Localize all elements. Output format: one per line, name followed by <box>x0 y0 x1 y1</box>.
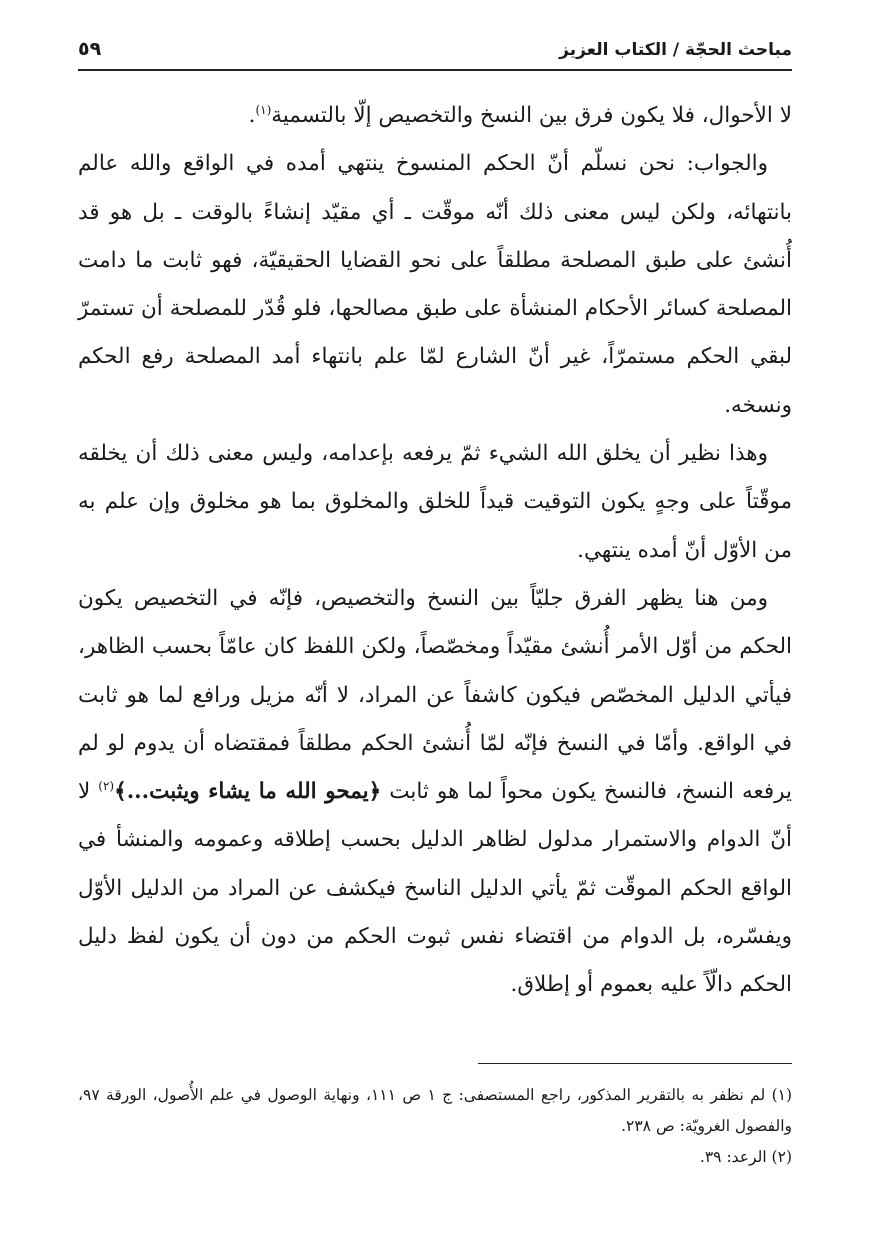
footnote-2: (٢) الرعد: ٣٩. <box>699 1148 792 1166</box>
paragraph-3: وهذا نظير أن يخلق الله الشيء ثمّ يرفعه بإعدامه، وليس معنى ذلك أن يخلقه موقّتاً على وجهٍ يكون التوقيت قيداً للخلق والمخلوق بما هو مخلوق وإن علم به من الأوّل أنّ أمده ينتهي. <box>78 441 792 563</box>
paragraph-1-text: لا الأحوال، فلا يكون فرق بين النسخ والتخصيص إلّا بالتسمية <box>271 103 792 128</box>
header-title: مباحث الحجّة / الكتاب العزيز <box>559 40 792 60</box>
paragraph-1-end: . <box>248 103 256 128</box>
paragraph-4 <box>78 575 792 1010</box>
footnote-ref-2: (٢) <box>98 779 115 793</box>
quran-quote: ﴿يمحو الله ما يشاء ويثبت...﴾ <box>114 779 382 805</box>
header-divider <box>78 69 792 71</box>
footnote-ref-1: (١) <box>255 102 272 117</box>
paragraph-4-text-b: لا أنّ الدوام والاستمرار مدلول لظاهر الدليل بحسب إطلاقه وعمومه والمنشأ في الواقع الحكم الموقّت ثمّ يأتي الدليل الناسخ فيكشف عن المراد من الدليل الأوّل ويفسّره، بل الدوام من اقتضاء نفس ثبوت الحكم من دون أن يكون لفظ دليل الحكم دالّاً عليه بعموم أو إطلاق. <box>78 779 792 998</box>
footnote-divider <box>478 1063 792 1064</box>
paragraph-1 <box>78 92 792 140</box>
footnotes <box>78 1080 792 1173</box>
page-number: ٥٩ <box>78 38 102 60</box>
footnote-1: (١) لم نظفر به بالتقرير المذكور، راجع المستصفى: ج ١ ص ١١١، ونهاية الوصول في علم الأُصول، الورقة ٩٧، والفصول الغرويّة: ص ٢٣٨. <box>78 1086 793 1135</box>
paragraph-2: والجواب: نحن نسلّم أنّ الحكم المنسوخ ينتهي أمده في الواقع والله عالم بانتهائه، ولكن ليس معنى ذلك أنّه موقّت ـ أي مقيّد إنشاءً بالوقت ـ بل هو قد أُنشئ على طبق المصلحة مطلقاً على نحو القضايا الحقيقيّة، فهو ثابت ما دامت المصلحة كسائر الأحكام المنشأة على طبق مصالحها، فلو قُدّر للمصلحة أن تستمرّ لبقي الحكم مستمرّاً، غير أنّ الشارع لمّا علم بانتهاء أمد المصلحة رفع الحكم ونسخه. <box>78 151 792 418</box>
paragraph-4-text-a: ومن هنا يظهر الفرق جليّاً بين النسخ والتخصيص، فإنّه في التخصيص يكون الحكم من أوّل الأمر أُنشئ مقيّداً ومخصّصاً، ولكن اللفظ كان عامّاً بحسب الظاهر، فيأتي الدليل المخصّص فيكون كاشفاً عن المراد، لا أنّه مزيل ورافع لما هو ثابت في الواقع. وأمّا في النسخ فإنّه لمّا أُنشئ الحكم مطلقاً فمقتضاه أن يدوم لو لم يرفعه النسخ، فالنسخ يكون محواً لما هو ثابت <box>78 585 792 805</box>
main-text <box>78 92 792 1010</box>
running-header <box>78 36 792 72</box>
